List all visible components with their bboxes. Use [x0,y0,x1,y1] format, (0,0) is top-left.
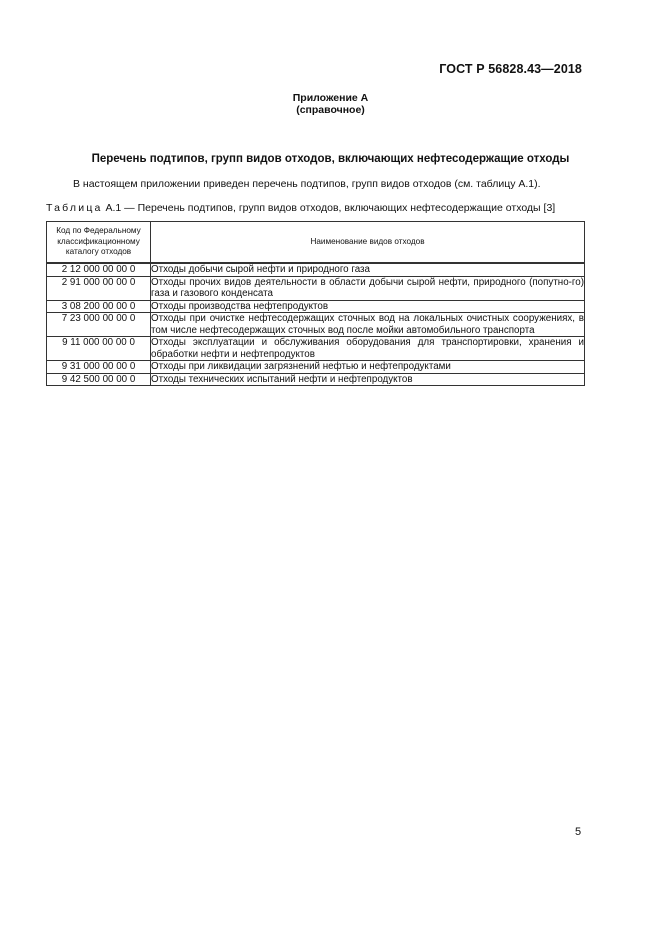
annex-heading [0,92,661,116]
annex-subtitle: (справочное) [296,104,365,116]
waste-name-cell: Отходы производства нефтепродуктов [151,300,585,313]
waste-code-cell: 9 42 500 00 00 0 [47,373,151,386]
table-row [47,276,585,300]
column-header-name: Наименование видов отходов [151,222,585,264]
table-row [47,337,585,361]
table-row [47,263,585,276]
table-row [47,300,585,313]
table-row [47,361,585,374]
section-title: Перечень подтипов, групп видов отходов, включающих нефтесодержащие отходы [91,153,570,165]
table-caption [46,202,555,214]
page-number: 5 [575,826,582,838]
waste-types-table [46,221,585,386]
intro-paragraph: В настоящем приложении приведен перечень подтипов, групп видов отходов (см. таблицу А.1). [73,178,541,190]
column-header-code: Код по Федеральному классификационному каталогу отходов [47,222,151,264]
waste-code-cell: 9 31 000 00 00 0 [47,361,151,374]
waste-name-cell: Отходы при ликвидации загрязнений нефтью и нефтепродуктами [151,361,585,374]
annex-title: Приложение А [292,92,369,104]
table-row [47,313,585,337]
waste-code-cell: 2 12 000 00 00 0 [47,263,151,276]
waste-code-cell: 3 08 200 00 00 0 [47,300,151,313]
waste-code-cell: 7 23 000 00 00 0 [47,313,151,337]
table-caption-text: А.1 — Перечень подтипов, групп видов отходов, включающих нефтесодержащие отходы [3] [102,202,556,214]
table-header-row [47,222,585,264]
waste-name-cell: Отходы эксплуатации и обслуживания оборудования для транспортировки, хранения и обработки нефти и нефтепродуктов [151,337,584,360]
waste-name-cell: Отходы прочих видов деятельности в области добычи сырой нефти, природного (попутно-го) газа и газового конденсата [151,276,584,299]
waste-name-cell: Отходы при очистке нефтесодержащих сточных вод на локальных очистных сооружениях, в том числе нефтесодержащих сточных вод после мойки автомобильного транспорта [151,313,584,336]
waste-code-cell: 2 91 000 00 00 0 [47,276,151,300]
waste-name-cell: Отходы технических испытаний нефти и нефтепродуктов [151,373,585,386]
waste-name-cell: Отходы добычи сырой нефти и природного газа [151,263,585,276]
table-row [47,373,585,386]
waste-code-cell: 9 11 000 00 00 0 [47,337,151,361]
table-caption-prefix: Таблица [46,202,103,214]
standard-id-header: ГОСТ Р 56828.43—2018 [439,62,582,76]
